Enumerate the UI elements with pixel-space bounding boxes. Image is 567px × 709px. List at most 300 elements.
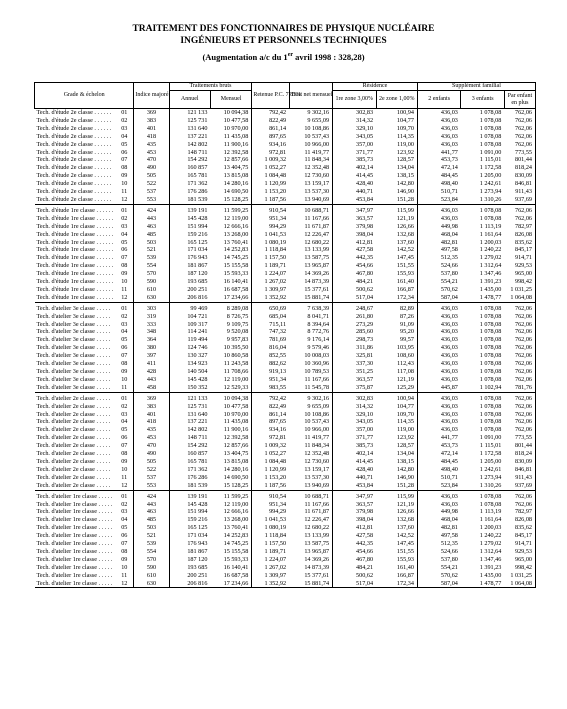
cell-enf3: 1 078,08 [479,375,502,383]
cell-indice: 458 [134,384,169,392]
cell-zone1: 347,97 [356,492,374,500]
cell-zone1: 412,81 [356,524,374,532]
grade-label: Tech. d'étude 2e classe . . . . . . [36,156,112,164]
table-row [35,501,536,509]
table-row [35,344,536,352]
cell-indice: 418 [134,418,169,426]
cell-enf2: 436,03 [440,368,458,375]
cell-retenue: 897,65 [269,418,287,426]
cell-zone2: 142,80 [376,180,417,188]
cell-enf3: 1 078,08 [479,140,502,148]
cell-annuel: 145 428 [187,214,208,222]
cell-retenue: 1 041,53 [264,230,287,238]
cell-enf3: 1 161,64 [479,230,502,238]
cell-enf2: 510,71 [440,188,458,196]
document-increase-note [0,52,567,62]
cell-echelon: 02 [115,215,134,223]
table-row [35,524,536,532]
cell-mensuel: 13 815,08 [210,172,251,180]
cell-traitnet: 8 772,76 [289,328,332,336]
cell-echelon: 05 [115,239,134,247]
cell-enf3: 1 391,23 [479,563,502,571]
cell-annuel: 99 469 [190,304,208,312]
cell-indice: 539 [134,254,169,262]
cell-annuel: 160 857 [187,450,208,458]
cell-mensuel: 12 392,58 [210,149,251,157]
cell-enfplus: 835,62 [504,524,535,532]
cell-mensuel: 10 094,38 [210,392,251,402]
cell-indice: 490 [134,164,169,172]
cell-indice: 348 [134,328,169,336]
cell-mensuel: 11 243,58 [210,360,251,368]
cell-enfplus: 762,06 [504,426,535,434]
cell-annuel: 148 711 [187,148,208,156]
cell-zone2: 121,19 [376,215,417,223]
cell-zone1: 302,83 [356,109,374,116]
cell-annuel: 171 362 [187,180,208,188]
grade-label: Tech. d'atelier 3e classe . . . . . [36,320,111,328]
table-row [35,564,536,572]
cell-zone1: 453,84 [333,196,376,204]
cell-annuel: 171 362 [187,465,208,473]
cell-mensuel: 9 109,75 [210,321,251,329]
table-row [35,352,536,360]
cell-indice: 424 [134,490,169,500]
cell-mensuel: 14 745,25 [210,540,251,548]
cell-indice: 380 [134,344,169,352]
cell-traitnet: 10 008,03 [289,352,332,360]
cell-enfplus: 929,53 [504,262,535,270]
cell-zone2: 128,57 [376,156,417,164]
cell-annuel: 148 711 [187,434,208,442]
header-enf2: 2 enfants [417,91,460,109]
cell-retenue: 972,81 [269,434,287,442]
cell-traitnet: 11 419,77 [289,434,332,442]
cell-zone1: 427,58 [356,532,374,540]
cell-enf2: 570,62 [440,571,458,579]
cell-enf2: 570,62 [440,285,458,293]
grade-label: Tech. d'étude 2e classe . . . . . . [36,164,112,172]
cell-enfplus: 762,06 [504,411,535,419]
cell-enf2: 436,03 [440,500,458,508]
grade-label: Tech. d'atelier 3e classe . . . . . [36,312,111,320]
cell-indice: 537 [134,188,169,196]
cell-echelon: 06 [115,532,134,540]
table-row [35,109,536,117]
table-row [35,246,536,254]
header-retenue: Retenue P.C. 7,85% [252,83,289,109]
grade-label: Tech. d'étude 2e classe . . . . . . [35,196,116,204]
cell-enf2: 498,40 [440,180,458,188]
cell-enfplus: 762,06 [504,360,535,368]
cell-indice: 537 [134,474,169,482]
cell-echelon: 03 [115,125,134,133]
cell-zone1: 440,71 [356,188,374,196]
cell-echelon: 10 [115,376,134,384]
cell-traitnet: 10 688,71 [289,490,332,500]
cell-indice: 443 [134,215,169,223]
cell-retenue: 822,49 [269,116,287,124]
cell-retenue: 1 084,48 [264,457,287,465]
cell-echelon: 09 [115,172,134,180]
cell-zone1: 337,30 [356,360,374,368]
cell-echelon: 03 [115,223,134,231]
cell-annuel: 206 816 [169,294,210,302]
cell-mensuel: 8 726,75 [210,313,251,321]
cell-indice: 383 [134,117,169,125]
cell-enf2: 484,45 [440,457,458,465]
cell-echelon: 08 [115,164,134,172]
cell-enf2: 449,98 [440,508,458,516]
cell-enf2: 441,77 [440,148,458,156]
cell-traitnet: 12 352,48 [289,450,332,458]
cell-retenue: 1 309,97 [264,285,287,293]
grade-label: Tech. d'atelier 2e classe . . . . . [36,473,111,481]
cell-zone1: 248,67 [356,304,374,312]
cell-retenue: 852,55 [269,352,287,360]
cell-zone1: 351,25 [356,368,374,375]
table-row [35,204,536,214]
grade-label: Tech. d'étude 1re classe . . . . . . [36,214,114,222]
cell-enfplus: 1 064,08 [504,580,535,588]
cell-enfplus: 762,06 [504,336,535,344]
cell-annuel: 151 994 [187,222,208,230]
cell-enf3: 1 435,00 [479,571,502,579]
cell-indice: 418 [134,133,169,141]
cell-mensuel: 15 593,33 [210,556,251,564]
cell-echelon: 10 [115,278,134,286]
table-header [35,83,536,109]
cell-annuel: 181 867 [187,547,208,555]
cell-echelon: 07 [115,540,134,548]
cell-retenue: 1 352,92 [252,294,289,302]
cell-enfplus: 762,06 [504,418,535,426]
cell-echelon: 12 [115,196,134,204]
cell-enf3: 1 078,08 [479,368,502,375]
cell-zone2: 142,80 [376,466,417,474]
cell-traitnet: 13 587,75 [289,540,332,548]
cell-enfplus: 937,69 [504,482,535,490]
table-row [35,360,536,368]
table-row [35,450,536,458]
table-row [35,133,536,141]
cell-zone1: 311,86 [356,344,374,352]
cell-mensuel: 15 593,33 [210,270,251,278]
cell-enf2: 512,35 [440,254,458,262]
cell-enf2: 472,14 [440,164,458,172]
cell-mensuel: 12 392,58 [210,434,251,442]
grade-label: Tech. d'étude 1re classe . . . . . . [36,270,114,278]
cell-enf3: 1 078,08 [479,418,502,426]
header-traitnet: Trait net mensuel [289,83,332,109]
cell-zone2: 155,93 [376,270,417,278]
cell-zone2: 138,15 [376,172,417,180]
cell-zone2: 103,95 [376,344,417,352]
cell-mensuel: 15 128,25 [210,196,251,204]
table-row [35,490,536,500]
grade-label: Tech. d'atelier 2e classe . . . . . [36,434,111,442]
cell-enf2: 554,21 [440,278,458,286]
cell-zone1: 484,21 [356,278,374,286]
cell-enfplus: 818,24 [504,450,535,458]
cell-annuel: 154 292 [187,156,208,164]
cell-enf3: 1 240,22 [479,246,502,254]
cell-mensuel: 13 760,41 [210,524,251,532]
cell-echelon: 12 [115,482,134,490]
grade-label: Tech. d'étude 2e classe . . . . . . [36,132,112,140]
cell-zone2: 128,57 [376,442,417,450]
cell-zone1: 398,04 [356,516,374,524]
header-residence: Résidence [333,83,418,91]
cell-enfplus: 762,06 [504,133,535,141]
cell-enf3: 1 273,94 [479,188,502,196]
cell-annuel: 176 943 [187,254,208,262]
header-supplement: Supplément familial [417,83,535,91]
cell-mensuel: 16 687,58 [210,286,251,294]
cell-indice: 401 [134,411,169,419]
cell-traitnet: 13 587,75 [289,254,332,262]
cell-mensuel: 10 395,50 [210,344,251,352]
cell-annuel: 114 241 [187,328,208,336]
cell-mensuel: 14 745,25 [210,254,251,262]
cell-enfplus: 826,08 [504,231,535,239]
cell-retenue: 1 309,97 [264,571,287,579]
table-row [35,411,536,419]
cell-enf3: 1 310,26 [461,482,504,490]
cell-traitnet: 11 419,77 [289,149,332,157]
header-grade: Grade & échelon [35,83,134,109]
grade-label: Tech. d'étude 1re classe . . . . . . [36,222,114,230]
cell-indice: 522 [134,466,169,474]
cell-enf2: 554,21 [440,563,458,571]
cell-indice: 443 [134,376,169,384]
cell-annuel: 140 504 [187,368,208,375]
cell-retenue: 882,62 [269,360,287,368]
grade-label: Tech. d'étude 2e classe . . . . . . [36,124,112,132]
cell-enf3: 1 391,23 [479,278,502,286]
cell-enf2: 512,35 [440,540,458,548]
cell-enfplus: 762,06 [504,328,535,336]
cell-enf2: 436,03 [440,320,458,328]
table-row [35,548,536,556]
cell-enfplus: 845,17 [504,532,535,540]
cell-traitnet: 11 848,34 [289,156,332,164]
cell-retenue: 897,65 [269,132,287,140]
cell-zone1: 314,32 [356,116,374,124]
cell-annuel: 150 352 [169,384,210,392]
table-row [35,516,536,524]
cell-enf3: 1 172,58 [479,450,502,458]
table-row [35,556,536,564]
table-row [35,313,536,321]
cell-retenue: 715,11 [269,320,287,328]
table-row [35,172,536,180]
cell-annuel: 145 428 [187,500,208,508]
cell-zone1: 414,45 [356,172,374,180]
cell-enf2: 436,03 [440,492,458,500]
cell-traitnet: 12 352,48 [289,164,332,172]
cell-traitnet: 8 394,64 [289,321,332,329]
cell-zone1: 302,83 [356,394,374,402]
cell-enf3: 1 078,08 [479,312,502,320]
grade-label: Tech. d'atelier 2e classe . . . . . [35,482,116,490]
cell-enf3: 1 078,08 [479,124,502,132]
cell-zone1: 440,71 [356,473,374,481]
cell-enf3: 1 205,00 [479,457,502,465]
cell-zone2: 166,87 [376,572,417,580]
cell-zone1: 412,81 [356,238,374,246]
cell-echelon: 04 [115,328,134,336]
cell-echelon: 05 [115,336,134,344]
cell-enf2: 436,03 [440,116,458,124]
grade-label: Tech. d'étude 1re classe . . . . . . [36,262,114,270]
cell-traitnet: 7 638,39 [289,302,332,312]
cell-indice: 424 [134,204,169,214]
header-zone2: 2e zone 1,00% [376,91,417,109]
cell-annuel: 145 428 [187,375,208,383]
cell-enfplus: 830,09 [504,172,535,180]
cell-enfplus: 781,76 [504,384,535,392]
cell-indice: 463 [134,508,169,516]
cell-enf3: 1 078,08 [479,320,502,328]
cell-enf2: 436,03 [440,328,458,336]
cell-enfplus: 911,43 [504,474,535,482]
cell-zone2: 121,19 [376,501,417,509]
cell-enf3: 1 078,08 [479,328,502,336]
cell-zone2: 137,60 [376,524,417,532]
cell-retenue: 919,13 [269,368,287,375]
cell-zone2: 123,92 [376,434,417,442]
cell-zone1: 371,77 [356,148,374,156]
cell-zone1: 379,98 [356,508,374,516]
cell-enf3: 1 279,02 [479,540,502,548]
cell-echelon: 02 [115,313,134,321]
cell-enf3: 1 435,00 [479,285,502,293]
cell-zone2: 104,77 [376,403,417,411]
cell-zone2: 147,45 [376,540,417,548]
cell-echelon: 10 [115,466,134,474]
cell-enf2: 472,14 [440,450,458,458]
cell-annuel: 171 034 [187,246,208,254]
cell-indice: 570 [134,270,169,278]
cell-retenue: 1 224,07 [264,270,287,278]
cell-mensuel: 12 119,00 [210,215,251,223]
grade-label: Tech. d'atelier 3e classe . . . . . [36,328,111,336]
cell-traitnet: 9 579,46 [289,344,332,352]
cell-mensuel: 10 477,58 [210,403,251,411]
cell-mensuel: 10 860,58 [210,352,251,360]
header-indice: Indice majoré [134,83,169,109]
cell-retenue: 816,04 [269,344,287,352]
cell-retenue: 910,54 [269,492,287,500]
cell-enfplus: 762,06 [504,392,535,402]
cell-traitnet: 13 133,99 [289,532,332,540]
cell-mensuel: 11 599,25 [210,490,251,500]
cell-retenue: 1 009,32 [264,442,287,450]
cell-mensuel: 13 404,75 [210,164,251,172]
cell-traitnet: 13 159,17 [289,466,332,474]
cell-annuel: 121 133 [187,394,208,402]
cell-echelon: 11 [115,188,134,196]
cell-echelon: 08 [115,360,134,368]
cell-enf3: 1 242,61 [479,180,502,188]
cell-traitnet: 10 966,00 [289,141,332,149]
cell-indice: 443 [134,501,169,509]
cell-enfplus: 914,71 [504,254,535,262]
cell-enfplus: 762,06 [504,125,535,133]
cell-echelon: 02 [115,501,134,509]
table-row [35,321,536,329]
table-row [35,188,536,196]
cell-enf2: 468,04 [440,516,458,524]
cell-annuel: 193 685 [187,278,208,286]
cell-enfplus: 1 064,08 [504,294,535,302]
cell-zone1: 385,73 [356,442,374,450]
grade-label: Tech. d'atelier 3e classe . . . . . [36,375,111,383]
cell-echelon: 08 [115,548,134,556]
cell-traitnet: 11 545,78 [289,384,332,392]
cell-enfplus: 762,06 [504,204,535,214]
grade-label: Tech. d'étude 2e classe . . . . . . [36,109,112,116]
cell-mensuel: 16 140,41 [210,278,251,286]
cell-echelon: 09 [115,270,134,278]
cell-echelon: 04 [115,231,134,239]
cell-zone1: 371,77 [356,434,374,442]
cell-traitnet: 11 671,87 [289,223,332,231]
cell-enf3: 1 172,58 [479,164,502,172]
cell-echelon: 07 [115,352,134,360]
cell-mensuel: 11 900,16 [210,426,251,434]
cell-enf2: 497,58 [440,246,458,254]
table-row [35,156,536,164]
cell-zone1: 261,80 [356,312,374,320]
cell-indice: 503 [134,524,169,532]
cell-indice: 610 [134,286,169,294]
cell-mensuel: 13 815,08 [210,458,251,466]
cell-indice: 333 [134,321,169,329]
cell-retenue: 1 009,32 [264,156,287,164]
cell-retenue: 1 052,27 [264,450,287,458]
cell-mensuel: 13 268,00 [210,231,251,239]
cell-retenue: 972,81 [269,148,287,156]
cell-traitnet: 13 133,99 [289,246,332,254]
cell-enf2: 436,03 [440,312,458,320]
cell-mensuel: 12 529,33 [210,384,251,392]
grade-label: Tech. d'atelier 3e classe . . . . . [36,344,111,352]
cell-echelon: 01 [115,490,134,500]
cell-retenue: 1 153,20 [264,473,287,481]
cell-enfplus: 762,06 [504,141,535,149]
cell-echelon: 12 [115,580,134,588]
cell-echelon: 11 [115,474,134,482]
grade-label: Tech. d'atelier 2e classe . . . . . [36,450,111,458]
cell-echelon: 10 [115,564,134,572]
grade-label: Tech. d'étude 2e classe . . . . . . [36,188,112,196]
table-row [35,392,536,402]
grade-label: Tech. d'atelier 3e classe . . . . . [36,360,111,368]
cell-zone2: 115,99 [376,204,417,214]
cell-traitnet: 15 377,61 [289,572,332,580]
cell-enf2: 436,03 [440,124,458,132]
cell-zone2: 161,40 [376,278,417,286]
cell-zone2: 151,55 [376,262,417,270]
cell-zone1: 379,98 [356,222,374,230]
cell-enf3: 1 240,22 [479,532,502,540]
cell-enf3: 1 091,00 [479,148,502,156]
cell-zone1: 385,73 [356,156,374,164]
cell-indice: 453 [134,149,169,157]
cell-retenue: 747,32 [269,328,287,336]
